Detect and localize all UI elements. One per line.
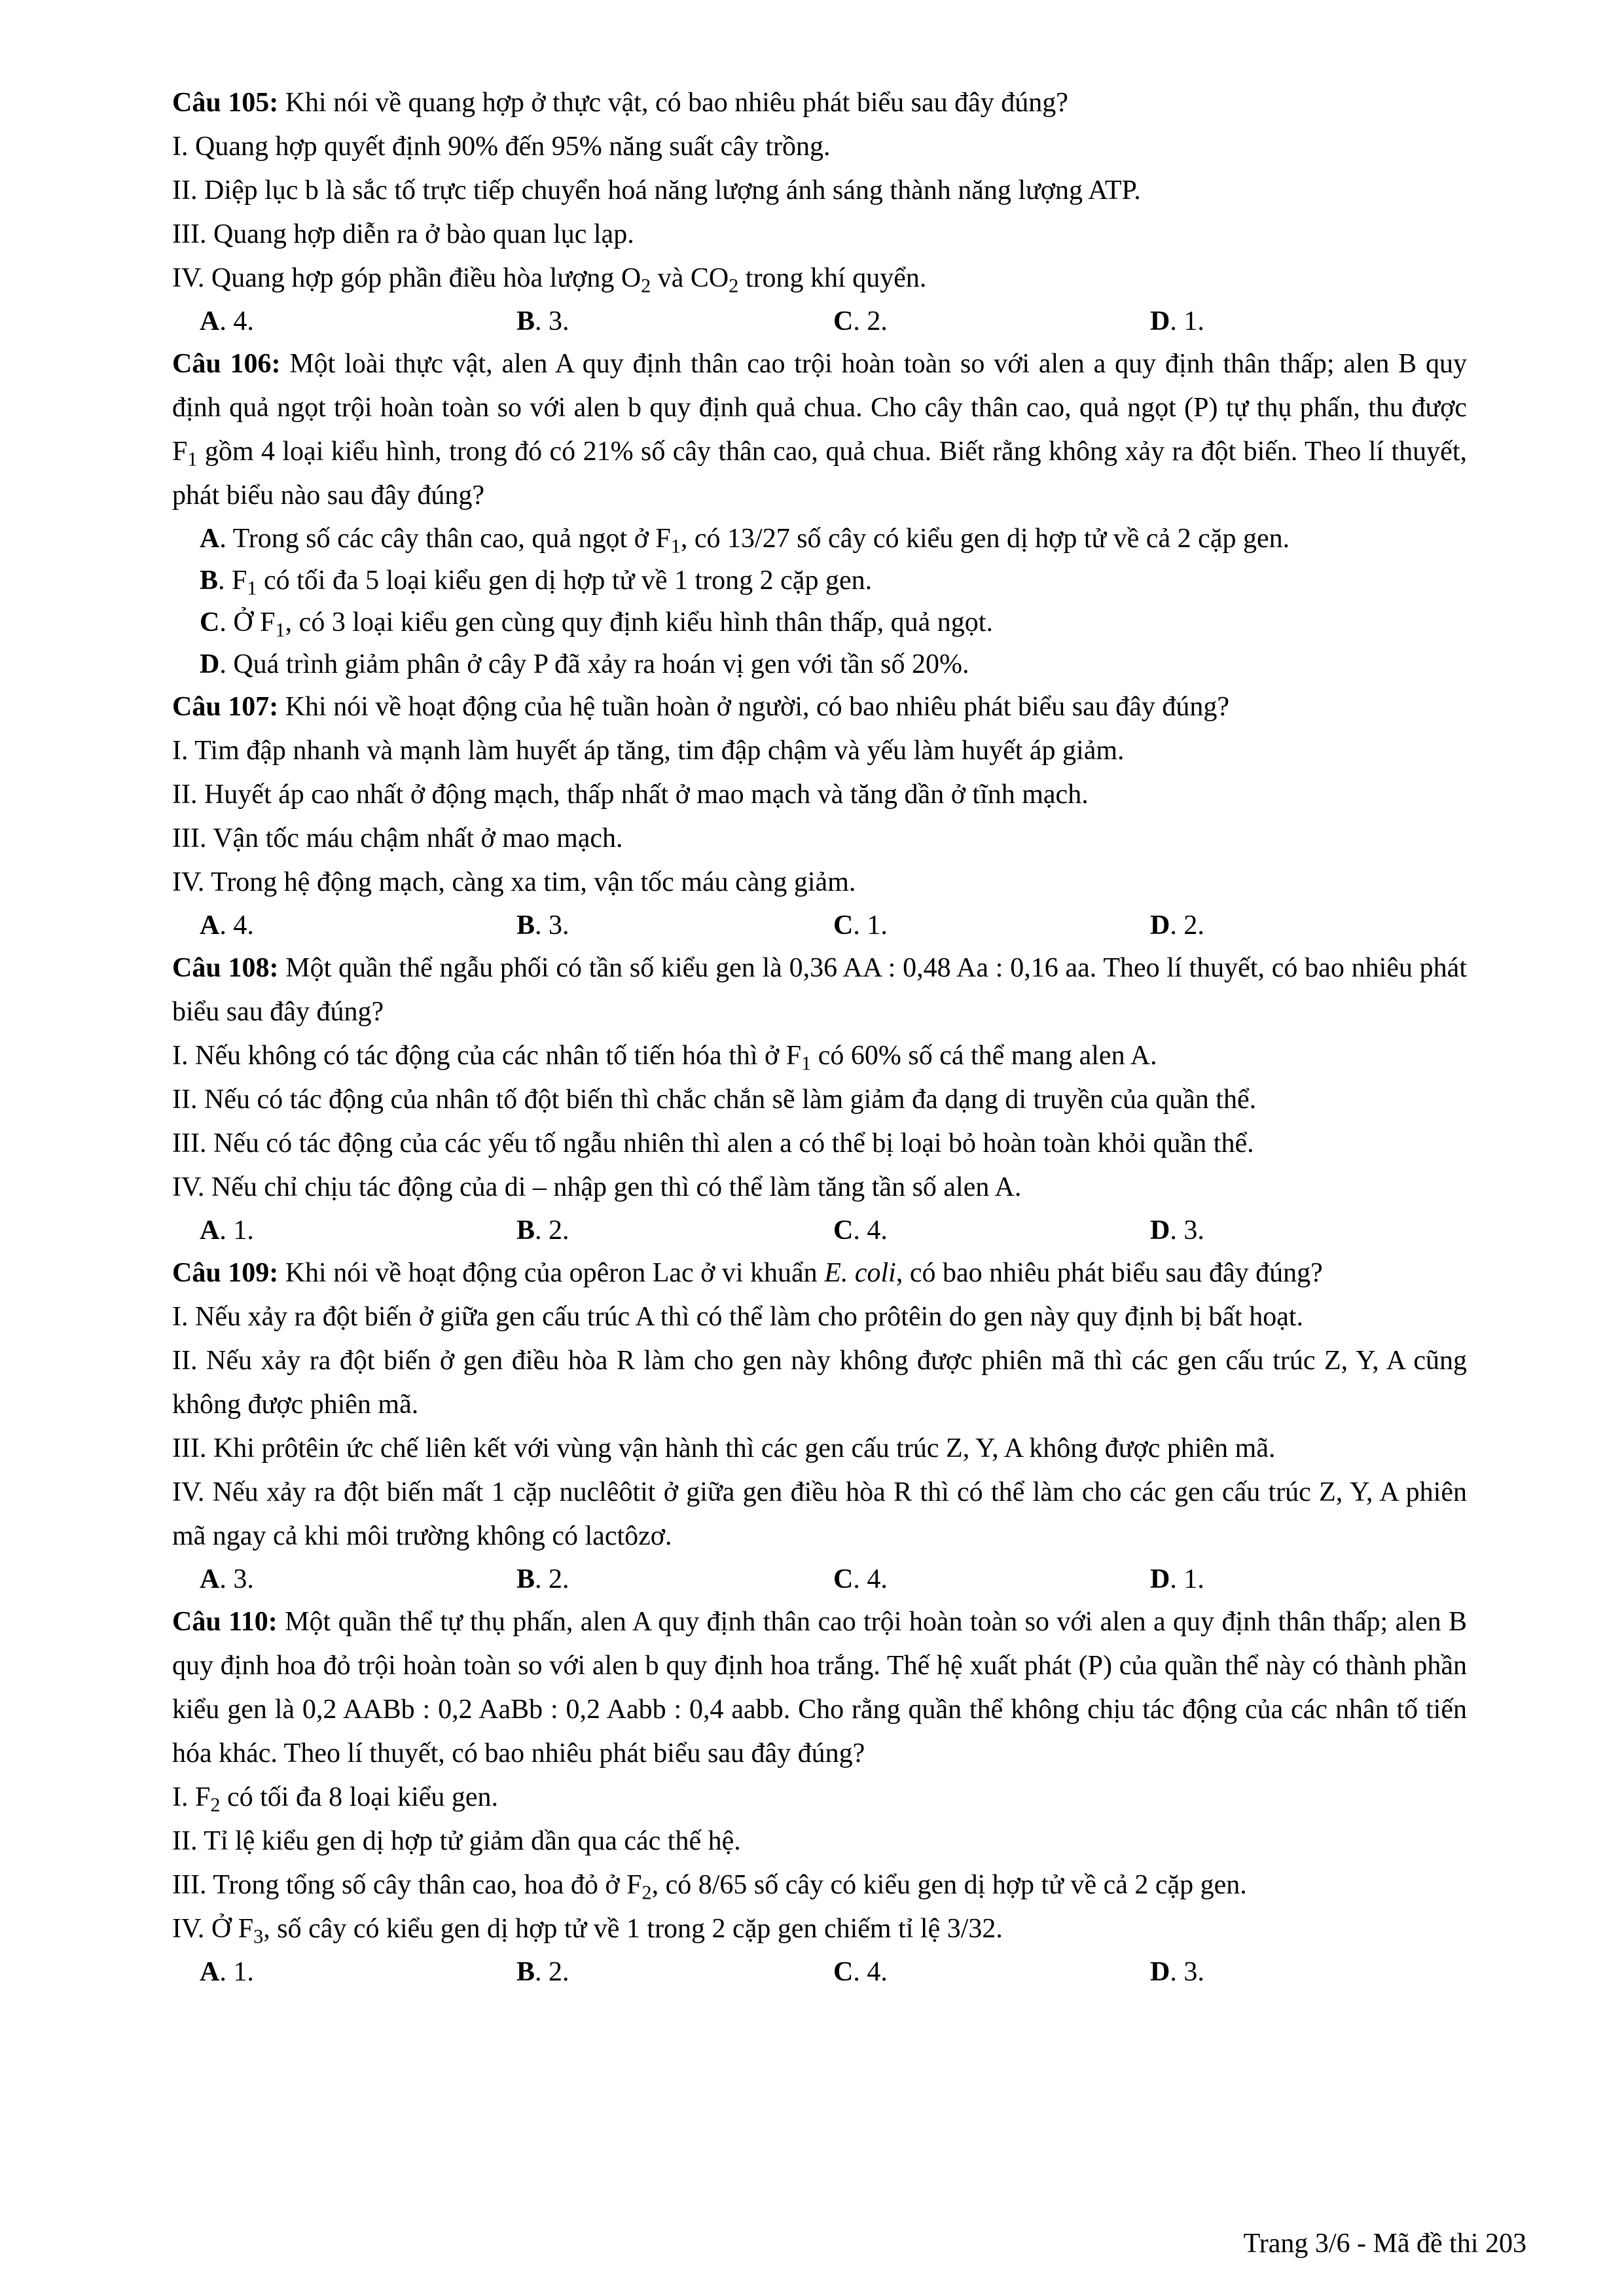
option-c: C. 1. bbox=[833, 910, 888, 941]
statement: II. Nếu có tác động của nhân tố đột biến thì chắc chắn sẽ làm giảm đa dạng di truyền của quần thể. bbox=[172, 1085, 1257, 1115]
answer-options bbox=[172, 905, 1467, 946]
question-110 bbox=[172, 1600, 1467, 1993]
question-106 bbox=[172, 342, 1467, 685]
statement: IV. Nếu chỉ chịu tác động của di – nhập gen thì có thể làm tăng tần số alen A. bbox=[172, 1172, 1022, 1202]
option-a: A. 1. bbox=[200, 1215, 254, 1246]
statement: I. Nếu xảy ra đột biến ở giữa gen cấu trúc A thì có thể làm cho prôtêin do gen này quy định bị bất hoạt. bbox=[172, 1302, 1304, 1332]
question-number: Câu 105: bbox=[172, 88, 279, 118]
answer-options bbox=[172, 1951, 1467, 1993]
statement: IV. Ở $F_3$, số cây có kiểu gen dị hợp tử về 1 trong 2 cặp gen chiếm tỉ lệ 3/32. bbox=[172, 1914, 1003, 1948]
question-stem: Câu 110: Một quần thể tự thụ phấn, alen A quy định thân cao trội hoàn toàn so với alen a quy định thân thấp; alen B quy định hoa đỏ trội hoàn toàn so với alen b quy định hoa trắng. Thế hệ xuất phát (P) của quần thể này có thành phần kiểu gen là 0,2 AABb : 0,2 AaBb : 0,2 Aabb : 0,4 aabb. Cho rằng quần thể không chịu tác động của các nhân tố tiến hóa khác. Theo lí thuyết, có bao nhiêu phát biểu sau đây đúng? bbox=[172, 1607, 1468, 1768]
statement: II. Tỉ lệ kiểu gen dị hợp tử giảm dần qua các thế hệ. bbox=[172, 1826, 741, 1856]
option-c: C. 4. bbox=[833, 1215, 888, 1246]
option-b: B. 2. bbox=[516, 1564, 569, 1594]
statement: IV. Quang hợp góp phần điều hòa lượng $O_2$ và $CO_2$ trong khí quyển. bbox=[172, 263, 927, 297]
question-109 bbox=[172, 1251, 1467, 1600]
question-105 bbox=[172, 81, 1467, 342]
answer-options bbox=[172, 1558, 1467, 1600]
question-stem: Câu 106: Một loài thực vật, alen A quy định thân cao trội hoàn toàn so với alen a quy định thân thấp; alen B quy định quả ngọt trội hoàn toàn so với alen b quy định quả chua. Cho cây thân cao, quả ngọt (P) tự thụ phấn, thu được $F_1$ gồm 4 loại kiểu hình, trong đó có 21% số cây thân cao, quả chua. Biết rằng không xảy ra đột biến. Theo lí thuyết, phát biểu nào sau đây đúng? bbox=[172, 349, 1467, 511]
option-b: B. $F_1$ có tối đa 5 loại kiểu gen dị hợp tử về 1 trong 2 cặp gen. bbox=[200, 565, 873, 600]
statement: I. Nếu không có tác động của các nhân tố tiến hóa thì ở $F_1$ có 60% số cá thể mang alen A. bbox=[172, 1041, 1157, 1075]
option-d: D. 2. bbox=[1150, 910, 1204, 941]
option-b: B. 2. bbox=[516, 1215, 569, 1246]
option-a: A. 4. bbox=[200, 306, 254, 336]
question-stem: Câu 108: Một quần thể ngẫu phối có tần số kiểu gen là 0,36 AA : 0,48 Aa : 0,16 aa. Theo lí thuyết, có bao nhiêu phát biểu sau đây đúng? bbox=[172, 953, 1467, 1027]
statement: II. Diệp lục b là sắc tố trực tiếp chuyển hoá năng lượng ánh sáng thành năng lượng ATP. bbox=[172, 175, 1141, 206]
option-b: B. 3. bbox=[516, 306, 569, 336]
statement: IV. Trong hệ động mạch, càng xa tim, vận tốc máu càng giảm. bbox=[172, 867, 856, 897]
statement: I. Tim đập nhanh và mạnh làm huyết áp tăng, tim đập chậm và yếu làm huyết áp giảm. bbox=[172, 736, 1125, 766]
statement: III. Vận tốc máu chậm nhất ở mao mạch. bbox=[172, 823, 623, 853]
question-number: Câu 108: bbox=[172, 953, 279, 983]
question-stem: Câu 105: Khi nói về quang hợp ở thực vật, có bao nhiêu phát biểu sau đây đúng? bbox=[172, 88, 1068, 118]
option-b: B. 3. bbox=[516, 910, 569, 941]
option-c: C. 4. bbox=[833, 1957, 888, 1987]
option-d: D. 3. bbox=[1150, 1957, 1204, 1987]
question-number: Câu 110: bbox=[172, 1607, 278, 1637]
option-c: C. Ở $F_1$, có 3 loại kiểu gen cùng quy định kiểu hình thân thấp, quả ngọt. bbox=[200, 607, 993, 641]
statement: III. Trong tổng số cây thân cao, hoa đỏ ở $F_2$, có 8/65 số cây có kiểu gen dị hợp tử về cả 2 cặp gen. bbox=[172, 1870, 1247, 1904]
question-stem: Câu 109: Khi nói về hoạt động của opêron Lac ở vi khuẩn E. coli, có bao nhiêu phát biểu sau đây đúng? bbox=[172, 1258, 1323, 1288]
statement: II. Nếu xảy ra đột biến ở gen điều hòa R làm cho gen này không được phiên mã thì các gen cấu trúc Z, Y, A cũng không được phiên mã. bbox=[172, 1346, 1467, 1420]
statement: I. Quang hợp quyết định 90% đến 95% năng suất cây trồng. bbox=[172, 132, 831, 162]
question-number: Câu 106: bbox=[172, 349, 281, 379]
question-stem: Câu 107: Khi nói về hoạt động của hệ tuần hoàn ở người, có bao nhiêu phát biểu sau đây đúng? bbox=[172, 692, 1230, 722]
question-107 bbox=[172, 685, 1467, 946]
question-number: Câu 109: bbox=[172, 1258, 279, 1288]
option-d: D. 1. bbox=[1150, 1564, 1204, 1594]
option-b: B. 2. bbox=[516, 1957, 569, 1987]
question-number: Câu 107: bbox=[172, 692, 279, 722]
option-c: C. 2. bbox=[833, 306, 888, 336]
option-d: D. 3. bbox=[1150, 1215, 1204, 1246]
statement: I. $F_2$ có tối đa 8 loại kiểu gen. bbox=[172, 1782, 499, 1816]
answer-options bbox=[172, 1210, 1467, 1251]
option-d: D. 1. bbox=[1150, 306, 1204, 336]
option-a: A. 4. bbox=[200, 910, 254, 941]
option-a: A. 1. bbox=[200, 1957, 254, 1987]
option-c: C. 4. bbox=[833, 1564, 888, 1594]
option-d: D. Quá trình giảm phân ở cây P đã xảy ra hoán vị gen với tần số 20%. bbox=[200, 649, 969, 679]
exam-content bbox=[172, 81, 1467, 1993]
question-108 bbox=[172, 946, 1467, 1251]
statement: III. Quang hợp diễn ra ở bào quan lục lạp. bbox=[172, 219, 634, 249]
statement: IV. Nếu xảy ra đột biến mất 1 cặp nuclêôtit ở giữa gen điều hòa R thì có thể làm cho các gen cấu trúc Z, Y, A phiên mã ngay cả khi môi trường không có lactôzơ. bbox=[172, 1477, 1467, 1551]
option-a: A. Trong số các cây thân cao, quả ngọt ở $F_1$, có 13/27 số cây có kiểu gen dị hợp tử về cả 2 cặp gen. bbox=[200, 524, 1290, 558]
option-a: A. 3. bbox=[200, 1564, 254, 1594]
statement: III. Nếu có tác động của các yếu tố ngẫu nhiên thì alen a có thể bị loại bỏ hoàn toàn khỏi quần thể. bbox=[172, 1128, 1254, 1158]
statement: III. Khi prôtêin ức chế liên kết với vùng vận hành thì các gen cấu trúc Z, Y, A không được phiên mã. bbox=[172, 1433, 1276, 1463]
answer-options bbox=[172, 300, 1467, 342]
page-footer: Trang 3/6 - Mã đề thi 203 bbox=[1243, 2229, 1526, 2259]
statement: II. Huyết áp cao nhất ở động mạch, thấp nhất ở mao mạch và tăng dần ở tĩnh mạch. bbox=[172, 780, 1089, 810]
